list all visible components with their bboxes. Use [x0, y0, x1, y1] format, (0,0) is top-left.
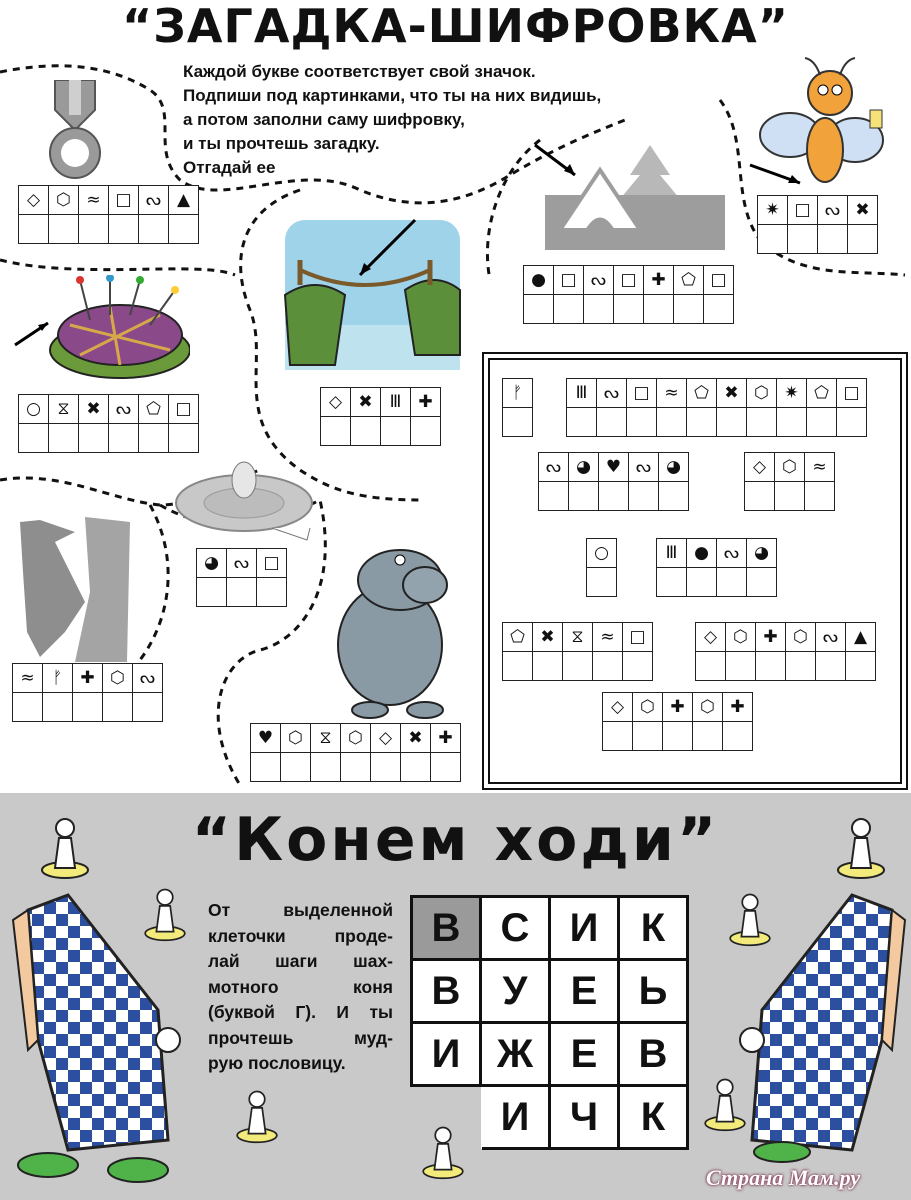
- firefly-picture: [745, 55, 905, 195]
- squiggle-icon: ᔓ: [816, 623, 846, 652]
- flame-icon: ᚠ: [43, 664, 73, 693]
- answer-cell[interactable]: [629, 482, 659, 511]
- x-icon: ✖: [717, 379, 747, 408]
- star-burst-icon: ✷: [777, 379, 807, 408]
- answer-cell[interactable]: [133, 693, 163, 722]
- x-icon: ✖: [351, 388, 381, 417]
- instruction-line: Каждой букве соответствует свой значок.: [183, 62, 536, 81]
- cipher-grid: [502, 378, 533, 437]
- answer-cell[interactable]: [79, 215, 109, 244]
- brick-icon: ⬠: [687, 379, 717, 408]
- waves-icon: ≈: [805, 453, 835, 482]
- answer-cell[interactable]: [401, 753, 431, 782]
- answer-cell[interactable]: [687, 408, 717, 437]
- answer-cell[interactable]: [197, 578, 227, 607]
- answer-cell[interactable]: [633, 722, 663, 751]
- answer-cell[interactable]: [818, 225, 848, 254]
- answer-cell[interactable]: [603, 722, 633, 751]
- circle-filled-icon: ●: [687, 539, 717, 568]
- waves-icon: ≈: [13, 664, 43, 693]
- answer-cell[interactable]: [786, 652, 816, 681]
- circle-outline-icon: ○: [587, 539, 617, 568]
- answer-cell[interactable]: [657, 408, 687, 437]
- answer-cell[interactable]: [567, 408, 597, 437]
- square-icon: □: [257, 549, 287, 578]
- squiggle-icon: ᔓ: [539, 453, 569, 482]
- answer-cell[interactable]: [169, 424, 199, 453]
- heart-icon: ♥: [599, 453, 629, 482]
- answer-cell[interactable]: [696, 652, 726, 681]
- square-icon: □: [788, 196, 818, 225]
- cube-icon: ⬡: [281, 724, 311, 753]
- letter-cell[interactable]: Е: [550, 960, 619, 1023]
- answer-cell[interactable]: [103, 693, 133, 722]
- circle-filled-icon: ●: [524, 266, 554, 295]
- answer-cell[interactable]: [747, 408, 777, 437]
- answer-cell[interactable]: [747, 568, 777, 597]
- cross-plus-icon: ✚: [663, 693, 693, 722]
- hippo-picture: [330, 525, 460, 720]
- answer-cell[interactable]: [777, 408, 807, 437]
- answer-cell[interactable]: [704, 295, 734, 324]
- tulip-icon: ⧖: [563, 623, 593, 652]
- answer-cell[interactable]: [563, 652, 593, 681]
- bridge-grid: [320, 387, 441, 446]
- answer-cell[interactable]: [503, 652, 533, 681]
- waves-icon: ≈: [79, 186, 109, 215]
- answer-cell[interactable]: [539, 482, 569, 511]
- cube-icon: ⬡: [693, 693, 723, 722]
- cross-plus-icon: ✚: [723, 693, 753, 722]
- brick-icon: ⬠: [807, 379, 837, 408]
- letter-cell[interactable]: И: [481, 1086, 550, 1149]
- heart-icon: ♥: [251, 724, 281, 753]
- quartered-circle-icon: ◕: [569, 453, 599, 482]
- medal-picture: [45, 80, 105, 180]
- squiggle-icon: ᔓ: [133, 664, 163, 693]
- answer-cell[interactable]: [597, 408, 627, 437]
- answer-cell[interactable]: [805, 482, 835, 511]
- diamond-icon: ◇: [696, 623, 726, 652]
- answer-cell[interactable]: [533, 652, 563, 681]
- letter-cell[interactable]: В: [412, 897, 481, 960]
- cube-icon: ⬡: [747, 379, 777, 408]
- answer-cell[interactable]: [139, 215, 169, 244]
- cross-plus-icon: ✚: [431, 724, 461, 753]
- knight-instruction-line: рую пословицу.: [208, 1053, 346, 1073]
- letter-cell-empty: [412, 1086, 481, 1149]
- knight-instruction-line: (буквой Г). И ты: [208, 1002, 393, 1022]
- diamond-icon: ◇: [19, 186, 49, 215]
- letter-cell[interactable]: В: [412, 960, 481, 1023]
- answer-cell[interactable]: [79, 424, 109, 453]
- square-icon: □: [623, 623, 653, 652]
- letter-cell[interactable]: И: [550, 897, 619, 960]
- cross-plus-icon: ✚: [644, 266, 674, 295]
- answer-cell[interactable]: [13, 693, 43, 722]
- letter-cell[interactable]: И: [412, 1023, 481, 1086]
- answer-cell[interactable]: [584, 295, 614, 324]
- squiggle-icon: ᔓ: [597, 379, 627, 408]
- knight-instruction-line: мотного коня: [208, 976, 393, 997]
- woodpecker-grid: [12, 663, 163, 722]
- quartered-circle-icon: ◕: [197, 549, 227, 578]
- cipher-grid: [744, 452, 835, 511]
- quartered-circle-icon: ◕: [659, 453, 689, 482]
- answer-cell[interactable]: [723, 722, 753, 751]
- answer-cell[interactable]: [837, 408, 867, 437]
- cube-icon: ⬡: [103, 664, 133, 693]
- diamond-icon: ◇: [371, 724, 401, 753]
- waves-icon: ≈: [593, 623, 623, 652]
- cipher-grid: [538, 452, 689, 511]
- answer-cell[interactable]: [554, 295, 584, 324]
- square-icon: □: [837, 379, 867, 408]
- cube-icon: ⬡: [633, 693, 663, 722]
- diamond-icon: ◇: [603, 693, 633, 722]
- flame-icon: ᚠ: [503, 379, 533, 408]
- answer-cell[interactable]: [281, 753, 311, 782]
- answer-cell[interactable]: [19, 424, 49, 453]
- answer-cell[interactable]: [674, 295, 704, 324]
- answer-cell[interactable]: [758, 225, 788, 254]
- pawn-icon: [232, 1082, 282, 1144]
- answer-cell[interactable]: [848, 225, 878, 254]
- square-icon: □: [627, 379, 657, 408]
- letter-cell[interactable]: Ж: [481, 1023, 550, 1086]
- x-icon: ✖: [79, 395, 109, 424]
- answer-cell[interactable]: [623, 652, 653, 681]
- answer-cell[interactable]: [169, 215, 199, 244]
- answer-cell[interactable]: [663, 722, 693, 751]
- answer-cell[interactable]: [49, 424, 79, 453]
- answer-cell[interactable]: [257, 578, 287, 607]
- answer-cell[interactable]: [599, 482, 629, 511]
- answer-cell[interactable]: [109, 424, 139, 453]
- answer-cell[interactable]: [109, 215, 139, 244]
- answer-cell[interactable]: [49, 215, 79, 244]
- letter-cell[interactable]: С: [481, 897, 550, 960]
- diamond-icon: ◇: [745, 453, 775, 482]
- answer-cell[interactable]: [756, 652, 786, 681]
- squiggle-icon: ᔓ: [139, 186, 169, 215]
- letter-cell[interactable]: Ч: [550, 1086, 619, 1149]
- square-icon: □: [704, 266, 734, 295]
- cube-icon: ⬡: [775, 453, 805, 482]
- cipher-grid: [656, 538, 777, 597]
- answer-cell[interactable]: [657, 568, 687, 597]
- brick-icon: ⬠: [503, 623, 533, 652]
- answer-cell[interactable]: [807, 408, 837, 437]
- answer-cell[interactable]: [593, 652, 623, 681]
- plate-grid: [196, 548, 287, 607]
- answer-cell[interactable]: [19, 215, 49, 244]
- triangle-icon: ▲: [846, 623, 876, 652]
- pincushion-grid: [18, 394, 199, 453]
- answer-cell[interactable]: [73, 693, 103, 722]
- answer-cell[interactable]: [503, 408, 533, 437]
- cross-plus-icon: ✚: [73, 664, 103, 693]
- answer-cell[interactable]: [627, 408, 657, 437]
- medal-grid: [18, 185, 199, 244]
- brick-icon: ⬠: [139, 395, 169, 424]
- cross-plus-icon: ✚: [756, 623, 786, 652]
- answer-cell[interactable]: [351, 417, 381, 446]
- square-icon: □: [109, 186, 139, 215]
- x-icon: ✖: [533, 623, 563, 652]
- instruction-line: Подпиши под картинками, что ты на них видишь,: [183, 86, 602, 105]
- quartered-circle-icon: ◕: [747, 539, 777, 568]
- letter-cell[interactable]: Е: [550, 1023, 619, 1086]
- pincushion-picture: [10, 275, 190, 385]
- knight-instruction-line: клеточки проде-: [208, 925, 393, 946]
- answer-cell[interactable]: [321, 417, 351, 446]
- answer-cell[interactable]: [693, 722, 723, 751]
- answer-cell[interactable]: [371, 753, 401, 782]
- answer-cell[interactable]: [587, 568, 617, 597]
- tulip-icon: ⧖: [49, 395, 79, 424]
- answer-cell[interactable]: [251, 753, 281, 782]
- answer-cell[interactable]: [227, 578, 257, 607]
- hippo-grid: [250, 723, 461, 782]
- answer-cell[interactable]: [341, 753, 371, 782]
- plate-picture: [172, 458, 317, 543]
- knight-instruction-line: прочтешь муд-: [208, 1027, 393, 1048]
- answer-cell[interactable]: [816, 652, 846, 681]
- letter-cell[interactable]: К: [619, 897, 688, 960]
- woodpecker-picture: [15, 512, 130, 662]
- x-icon: ✖: [848, 196, 878, 225]
- cipher-grid: [586, 538, 617, 597]
- squiggle-icon: ᔓ: [629, 453, 659, 482]
- triangle-icon: ▲: [169, 186, 199, 215]
- chessboard-character-left: [8, 890, 198, 1185]
- tent-picture: [530, 140, 730, 255]
- firefly-grid: [757, 195, 878, 254]
- letter-cell[interactable]: У: [481, 960, 550, 1023]
- answer-cell[interactable]: [775, 482, 805, 511]
- bridge-picture: [275, 215, 465, 375]
- tulip-icon: ⧖: [311, 724, 341, 753]
- x-icon: ✖: [401, 724, 431, 753]
- answer-cell[interactable]: [745, 482, 775, 511]
- letter-cell[interactable]: В: [619, 1023, 688, 1086]
- answer-cell[interactable]: [846, 652, 876, 681]
- answer-cell[interactable]: [569, 482, 599, 511]
- star-burst-icon: ✷: [758, 196, 788, 225]
- squiggle-icon: ᔓ: [227, 549, 257, 578]
- knight-title: “Конем ходи”: [191, 805, 720, 875]
- letter-cell[interactable]: Ь: [619, 960, 688, 1023]
- answer-cell[interactable]: [614, 295, 644, 324]
- knight-letter-grid: [410, 895, 689, 1150]
- knight-instructions: [208, 898, 393, 1077]
- circle-outline-icon: ○: [19, 395, 49, 424]
- cube-icon: ⬡: [341, 724, 371, 753]
- cipher-grid: [502, 622, 653, 681]
- bars-icon: Ⅲ: [657, 539, 687, 568]
- watermark: Страна Мам.ру: [706, 1165, 861, 1190]
- bars-icon: Ⅲ: [567, 379, 597, 408]
- answer-cell[interactable]: [43, 693, 73, 722]
- cross-plus-icon: ✚: [411, 388, 441, 417]
- chessboard-character-right: [722, 890, 907, 1165]
- pawn-icon: [40, 808, 90, 880]
- cipher-grid: [695, 622, 876, 681]
- knight-instruction-line: лай шаги шах-: [208, 951, 393, 971]
- answer-cell[interactable]: [431, 753, 461, 782]
- answer-cell[interactable]: [717, 568, 747, 597]
- tent-grid: [523, 265, 734, 324]
- answer-cell[interactable]: [717, 408, 747, 437]
- square-icon: □: [169, 395, 199, 424]
- answer-cell[interactable]: [659, 482, 689, 511]
- cube-icon: ⬡: [786, 623, 816, 652]
- cipher-grid: [602, 692, 753, 751]
- answer-cell[interactable]: [524, 295, 554, 324]
- waves-icon: ≈: [657, 379, 687, 408]
- answer-cell[interactable]: [381, 417, 411, 446]
- diamond-icon: ◇: [321, 388, 351, 417]
- square-icon: □: [554, 266, 584, 295]
- squiggle-icon: ᔓ: [818, 196, 848, 225]
- instruction-line: а потом заполни саму шифровку,: [183, 110, 465, 129]
- cube-icon: ⬡: [726, 623, 756, 652]
- answer-cell[interactable]: [411, 417, 441, 446]
- answer-cell[interactable]: [644, 295, 674, 324]
- instruction-line: и ты прочтешь загадку.: [183, 134, 380, 153]
- cipher-grid: [566, 378, 867, 437]
- square-icon: □: [614, 266, 644, 295]
- squiggle-icon: ᔓ: [584, 266, 614, 295]
- bars-icon: Ⅲ: [381, 388, 411, 417]
- pawn-icon: [836, 808, 886, 880]
- brick-icon: ⬠: [674, 266, 704, 295]
- answer-cell[interactable]: [687, 568, 717, 597]
- squiggle-icon: ᔓ: [717, 539, 747, 568]
- cube-icon: ⬡: [49, 186, 79, 215]
- answer-cell[interactable]: [311, 753, 341, 782]
- instruction-line: Отгадай ее: [183, 158, 276, 177]
- answer-cell[interactable]: [139, 424, 169, 453]
- page-title: “ЗАГАДКА-ШИФРОВКА”: [122, 0, 789, 53]
- knight-instruction-line: От выделенной: [208, 900, 393, 920]
- answer-cell[interactable]: [788, 225, 818, 254]
- answer-cell[interactable]: [726, 652, 756, 681]
- letter-cell[interactable]: К: [619, 1086, 688, 1149]
- squiggle-icon: ᔓ: [109, 395, 139, 424]
